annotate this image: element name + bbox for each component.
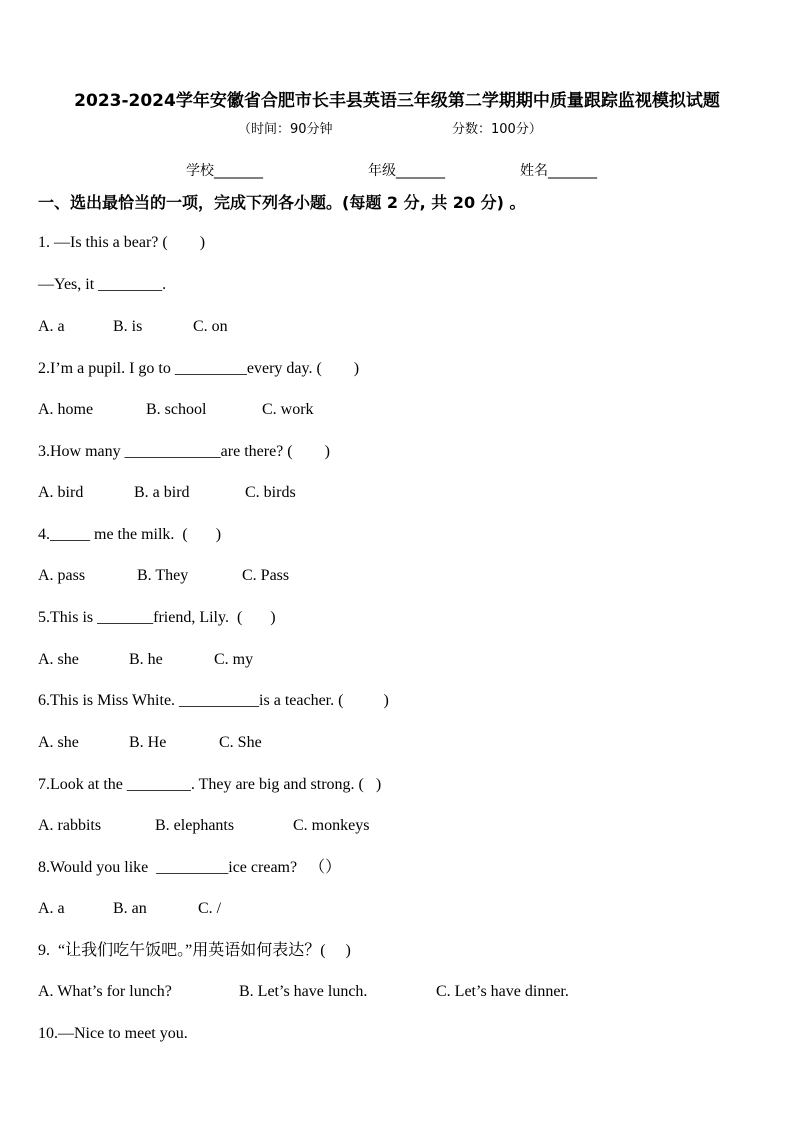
question-7-stem: 7.Look at the ________. They are big and strong. ( ) bbox=[38, 776, 382, 793]
question-8-option-a: A. a bbox=[38, 900, 65, 917]
question-6-stem: 6.This is Miss White. __________is a teacher. ( ) bbox=[38, 692, 389, 709]
question-4-option-c: C. Pass bbox=[242, 567, 290, 584]
exam-score: 分数：100分） bbox=[452, 122, 542, 137]
question-5-option-a: A. she bbox=[38, 651, 79, 668]
question-4-stem: 4._____ me the milk. ( ) bbox=[38, 526, 222, 543]
question-6-option-b: B. He bbox=[129, 734, 167, 751]
question-2-option-c: C. work bbox=[262, 401, 314, 418]
question-9-stem: 9. “让我们吃午饭吧。”用英语如何表达？( ) bbox=[38, 942, 351, 959]
question-4-option-b: B. They bbox=[137, 567, 189, 584]
school-field: 学校_______ bbox=[186, 163, 263, 179]
exam-title: 2023-2024学年安徽省合肥市长丰县英语三年级第二学期期中质量跟踪监视模拟试题 bbox=[74, 91, 720, 111]
question-3-stem: 3.How many ____________are there? ( ) bbox=[38, 443, 330, 460]
question-8-option-c: C. / bbox=[198, 900, 222, 917]
question-1-stem: 1. —Is this a bear? ( ) bbox=[38, 234, 206, 251]
question-1-option-c: C. on bbox=[193, 318, 228, 335]
question-10-stem: 10.—Nice to meet you. bbox=[38, 1025, 188, 1042]
question-5-option-c: C. my bbox=[214, 651, 254, 668]
question-7-option-a: A. rabbits bbox=[38, 817, 102, 834]
question-9-option-c: C. Let’s have dinner. bbox=[436, 983, 569, 1000]
grade-field: 年级_______ bbox=[368, 163, 445, 179]
question-6-option-a: A. she bbox=[38, 734, 79, 751]
question-2-stem: 2.I’m a pupil. I go to _________every day. ( ) bbox=[38, 360, 360, 377]
question-2-option-a: A. home bbox=[38, 401, 94, 418]
question-6-option-c: C. She bbox=[219, 734, 262, 751]
question-5-stem: 5.This is _______friend, Lily. ( ) bbox=[38, 609, 276, 626]
question-1-option-b: B. is bbox=[113, 318, 143, 335]
question-7-option-b: B. elephants bbox=[155, 817, 235, 834]
section-title: 一、选出最恰当的一项，完成下列各小题。(每题 2 分, 共 20 分) 。 bbox=[38, 193, 526, 212]
question-9-option-b: B. Let’s have lunch. bbox=[239, 983, 368, 1000]
question-3-option-b: B. a bird bbox=[134, 484, 190, 501]
question-7-option-c: C. monkeys bbox=[293, 817, 370, 834]
question-3-option-c: C. birds bbox=[245, 484, 296, 501]
question-8-stem: 8.Would you like _________ice cream? （） bbox=[38, 859, 342, 876]
question-3-option-a: A. bird bbox=[38, 484, 84, 501]
question-9-option-a: A. What’s for lunch? bbox=[38, 983, 172, 1000]
name-field: 姓名_______ bbox=[520, 163, 597, 179]
question-8-option-b: B. an bbox=[113, 900, 147, 917]
question-5-option-b: B. he bbox=[129, 651, 163, 668]
question-1-option-a: A. a bbox=[38, 318, 65, 335]
question-1-answer-line: —Yes, it ________. bbox=[38, 276, 167, 293]
exam-time: （时间：90分钟 bbox=[238, 122, 333, 137]
question-2-option-b: B. school bbox=[146, 401, 207, 418]
question-4-option-a: A. pass bbox=[38, 567, 86, 584]
